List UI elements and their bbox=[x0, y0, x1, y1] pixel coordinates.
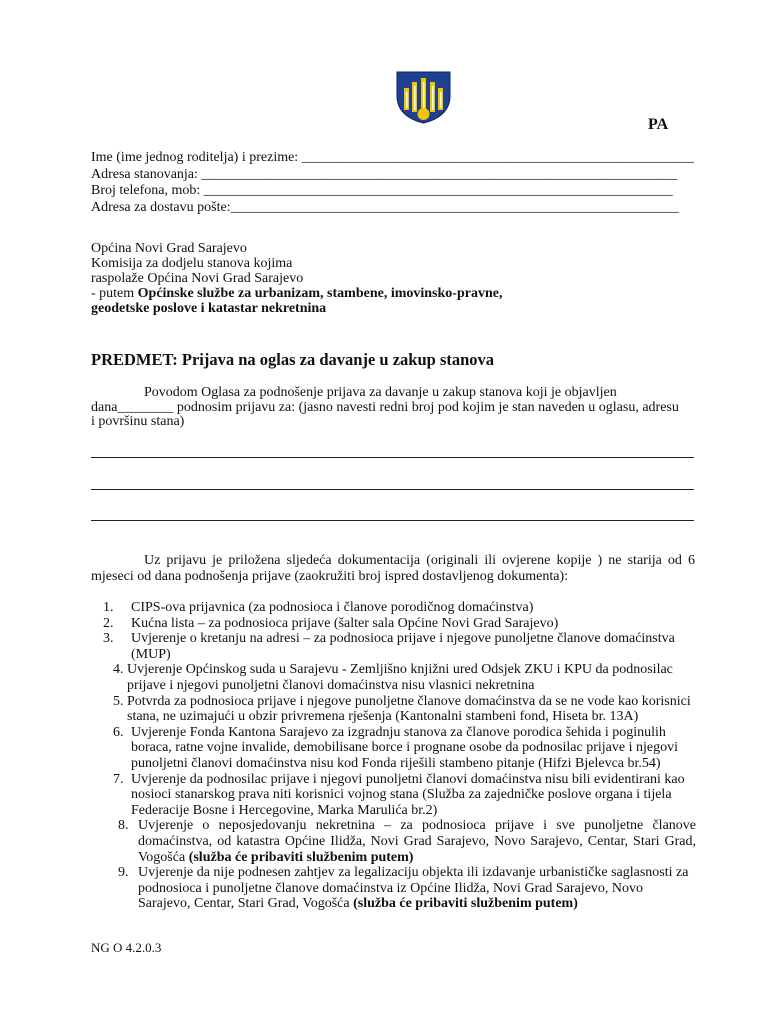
field-name[interactable]: Ime (ime jednog roditelja) i prezime: ________________________________________________________ bbox=[91, 150, 694, 165]
documentation-intro bbox=[91, 553, 695, 585]
item-number: 2. bbox=[103, 615, 114, 631]
intro-paragraph bbox=[91, 386, 695, 430]
list-item bbox=[91, 662, 696, 693]
item-text: Uvjerenje da podnosilac prijave i njegovi punoljetni članovi domaćinstva nisu bili evidentirani kao nosioci stanarskog prava niti korisnici vojnog stana (Služba za zajedničke poslove organa i tijela Federacije Bosne i Hercegovine, Marka Marulića br.2) bbox=[131, 771, 685, 818]
item-text: Uvjerenje o neposjedovanju nekretnina – za podnosioca prijave i sve punoljetne članove domaćinstva, od katastra Općine Ilidža, Novi Grad Sarajevo, Novo Sarajevo, Centar, Stari Grad, Vogošća bbox=[138, 818, 696, 865]
recipient-block bbox=[91, 241, 691, 316]
blank-line[interactable] bbox=[91, 489, 694, 490]
recipient-service: Općinske službe za urbanizam, stambene, imovinsko-pravne, bbox=[137, 286, 503, 301]
blank-line[interactable] bbox=[91, 520, 694, 521]
recipient-line: geodetske poslove i katastar nekretnina bbox=[91, 301, 327, 316]
field-address[interactable]: Adresa stanovanja: ____________________________________________________________________ bbox=[91, 166, 678, 182]
list-item bbox=[91, 694, 696, 725]
recipient-line bbox=[91, 286, 691, 301]
applicant-fields bbox=[91, 150, 701, 216]
intro-line: i površinu stana) bbox=[91, 414, 185, 429]
field-phone[interactable]: Broj telefona, mob: ___________________________________________________________________ bbox=[91, 183, 673, 198]
subject-heading: PREDMET: Prijava na oglas za davanje u zakup stanova bbox=[91, 350, 495, 369]
list-item bbox=[91, 725, 696, 772]
list-item bbox=[91, 865, 696, 912]
item-text-wrap bbox=[138, 865, 696, 912]
intro-line: dana________ podnosim prijavu za: (jasno navesti redni broj pod kojim je stan naveden u oglasu, adresu bbox=[91, 399, 679, 415]
item-text: Uvjerenje Fonda Kantona Sarajevo za izgradnju stanova za članove porodica šehida i poginulih boraca, ratne vojne invalide, demobilisane borce i prognane osobe da podnosilac prijave i njegovi punoljetni članovi domaćinstva nisu kod Fonda riješili stambeno pitanje (Hifzi Bjelevca br.54) bbox=[131, 724, 678, 771]
item-number: 9. bbox=[118, 865, 129, 881]
footer-code: NG O 4.2.0.3 bbox=[91, 940, 162, 955]
item-text: CIPS-ova prijavnica (za podnosioca i članove porodičnog domaćinstva) bbox=[131, 600, 534, 615]
documentation-intro-text: Uz prijavu je priložena sljedeća dokumentacija (originali ili ovjerene kopije ) ne starija od 6 mjeseci od dana podnošenja prijave (zaokružiti broj ispred dostavljenog dokumenta): bbox=[91, 553, 695, 584]
municipal-coat-of-arms-icon bbox=[395, 70, 452, 124]
list-item bbox=[91, 772, 696, 819]
list-item bbox=[91, 631, 696, 662]
item-text-wrap bbox=[138, 818, 696, 865]
item-text: Kućna lista – za podnosioca prijave (šalter sala Općine Novi Grad Sarajevo) bbox=[131, 615, 559, 631]
list-item bbox=[91, 600, 696, 616]
field-mailing-address[interactable]: Adresa za dostavu pošte:________________________________________________________________ bbox=[91, 199, 679, 215]
item-number: 7. bbox=[113, 771, 124, 787]
item-number: 4. bbox=[113, 662, 124, 678]
recipient-prefix: - putem bbox=[91, 286, 138, 301]
item-number: 5. bbox=[113, 693, 124, 709]
item-number: 6. bbox=[113, 724, 124, 740]
item-number: 1. bbox=[103, 600, 114, 615]
list-item bbox=[91, 616, 696, 632]
item-note: (služba će pribaviti službenim putem) bbox=[188, 849, 414, 865]
blank-line[interactable] bbox=[91, 457, 694, 458]
item-number: 8. bbox=[118, 818, 129, 834]
item-text: Uvjerenje da nije podnesen zahtjev za legalizaciju objekta ili izdavanje urbanističke saglasnosti za podnosioca i punoljetne članove domaćinstva iz Općine Ilidža, Novi Grad Sarajevo, Novo Sarajevo, Centar, Stari Grad, Vogošća bbox=[138, 865, 689, 912]
list-item bbox=[91, 818, 696, 865]
recipient-line: Komisija za dodjelu stanova kojima bbox=[91, 256, 293, 271]
item-text: Potvrda za podnosioca prijave i njegove punoljetne članove domaćinstva da se ne vode kao korisnici stana, ne uzimajući u obzir privremena rješenja (Kantonalni stambeni fond, Hiseta br. 13A) bbox=[127, 693, 691, 725]
item-note: (služba će pribaviti službenim putem) bbox=[353, 896, 578, 912]
intro-line: Povodom Oglasa za podnošenje prijava za davanje u zakup stanova koji je objavljen bbox=[144, 385, 617, 400]
recipient-line: raspolaže Općina Novi Grad Sarajevo bbox=[91, 271, 304, 286]
item-number: 3. bbox=[103, 631, 114, 647]
document-list bbox=[91, 600, 696, 912]
item-text: Uvjerenje o kretanju na adresi – za podnosioca prijave i njegove punoljetne članove domaćinstva (MUP) bbox=[131, 631, 675, 662]
recipient-line: Općina Novi Grad Sarajevo bbox=[91, 241, 247, 256]
item-text: Uvjerenje Općinskog suda u Sarajevu - Zemljišno knjižni ured Odsjek ZKU i KPU da podnosilac prijave i njegovi punoljetni članovi domaćinstva nisu vlasnici nekretnina bbox=[127, 662, 673, 693]
form-code: PA bbox=[648, 116, 669, 133]
